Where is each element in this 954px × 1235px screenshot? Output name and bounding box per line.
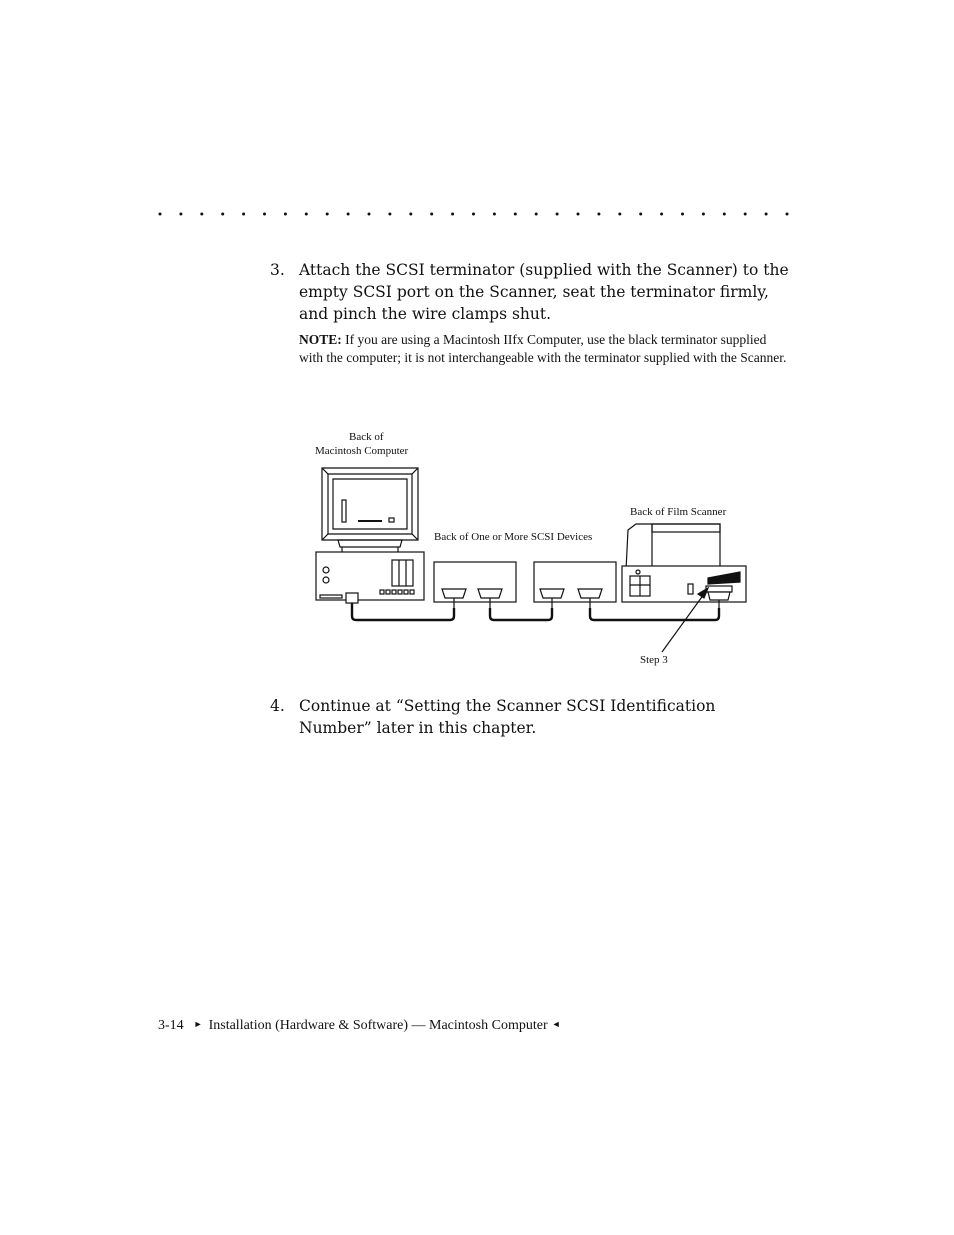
rule-dot bbox=[409, 213, 412, 216]
right-triangle-icon: ► bbox=[193, 1019, 203, 1029]
rule-dot bbox=[618, 213, 621, 216]
rule-dot bbox=[681, 213, 684, 216]
label-step-3: Step 3 bbox=[640, 654, 668, 666]
rule-dot bbox=[577, 213, 580, 216]
macintosh-monitor-icon bbox=[322, 468, 418, 552]
note-label: NOTE: bbox=[299, 332, 342, 347]
step-3-text: Attach the SCSI terminator (supplied with the Scanner) to the empty SCSI port on the Scanner, seat the terminator firmly, and pinch the wire clamps shut. bbox=[299, 261, 789, 323]
rule-dot bbox=[765, 213, 768, 216]
label-scanner: Back of Film Scanner bbox=[630, 506, 727, 518]
rule-dot bbox=[702, 213, 705, 216]
scsi-device-2-icon bbox=[534, 562, 616, 608]
scsi-device-1-icon bbox=[434, 562, 516, 608]
rule-dot bbox=[514, 213, 517, 216]
page-number: 3-14 bbox=[158, 1018, 184, 1033]
rule-dot bbox=[221, 213, 224, 216]
rule-dot bbox=[660, 213, 663, 216]
note-text: If you are using a Macintosh IIfx Computer, use the black terminator supplied with the computer; it is not interchangeable with the terminator supplied with the Scanner. bbox=[299, 332, 787, 365]
diagram-drawing bbox=[300, 420, 760, 680]
note bbox=[299, 331, 789, 367]
rule-dot bbox=[472, 213, 475, 216]
rule-dot bbox=[326, 213, 329, 216]
label-computer-line1: Back of bbox=[349, 431, 384, 443]
rule-dot bbox=[723, 213, 726, 216]
step-4 bbox=[270, 695, 790, 739]
scsi-cables bbox=[352, 603, 719, 620]
rule-dot bbox=[556, 213, 559, 216]
rule-dot bbox=[597, 213, 600, 216]
rule-dot bbox=[242, 213, 245, 216]
rule-dot bbox=[493, 213, 496, 216]
rule-dot bbox=[347, 213, 350, 216]
step-3 bbox=[270, 259, 790, 325]
dotted-rule bbox=[150, 205, 800, 219]
film-scanner-icon bbox=[622, 524, 746, 608]
rule-dot bbox=[451, 213, 454, 216]
rule-dot bbox=[179, 213, 182, 216]
page-footer bbox=[158, 1018, 561, 1034]
macintosh-cpu-icon bbox=[316, 552, 424, 603]
scsi-chain-diagram bbox=[300, 420, 760, 680]
rule-dot bbox=[305, 213, 308, 216]
step-4-number: 4. bbox=[270, 697, 285, 715]
rule-dot bbox=[200, 213, 203, 216]
step-3-number: 3. bbox=[270, 261, 285, 279]
label-computer-line2: Macintosh Computer bbox=[315, 445, 409, 457]
rule-dot bbox=[430, 213, 433, 216]
rule-dot bbox=[368, 213, 371, 216]
rule-dot bbox=[786, 213, 789, 216]
rule-dot bbox=[388, 213, 391, 216]
rule-dot bbox=[284, 213, 287, 216]
rule-dot bbox=[263, 213, 266, 216]
rule-dot bbox=[639, 213, 642, 216]
rule-dot bbox=[535, 213, 538, 216]
rule-dot bbox=[159, 213, 162, 216]
left-triangle-icon: ◄ bbox=[551, 1019, 561, 1029]
step-4-text: Continue at “Setting the Scanner SCSI Identification Number” later in this chapter. bbox=[299, 697, 716, 737]
rule-dot bbox=[744, 213, 747, 216]
running-title: Installation (Hardware & Software) — Macintosh Computer bbox=[208, 1018, 548, 1033]
label-scsi-devices: Back of One or More SCSI Devices bbox=[434, 531, 593, 543]
